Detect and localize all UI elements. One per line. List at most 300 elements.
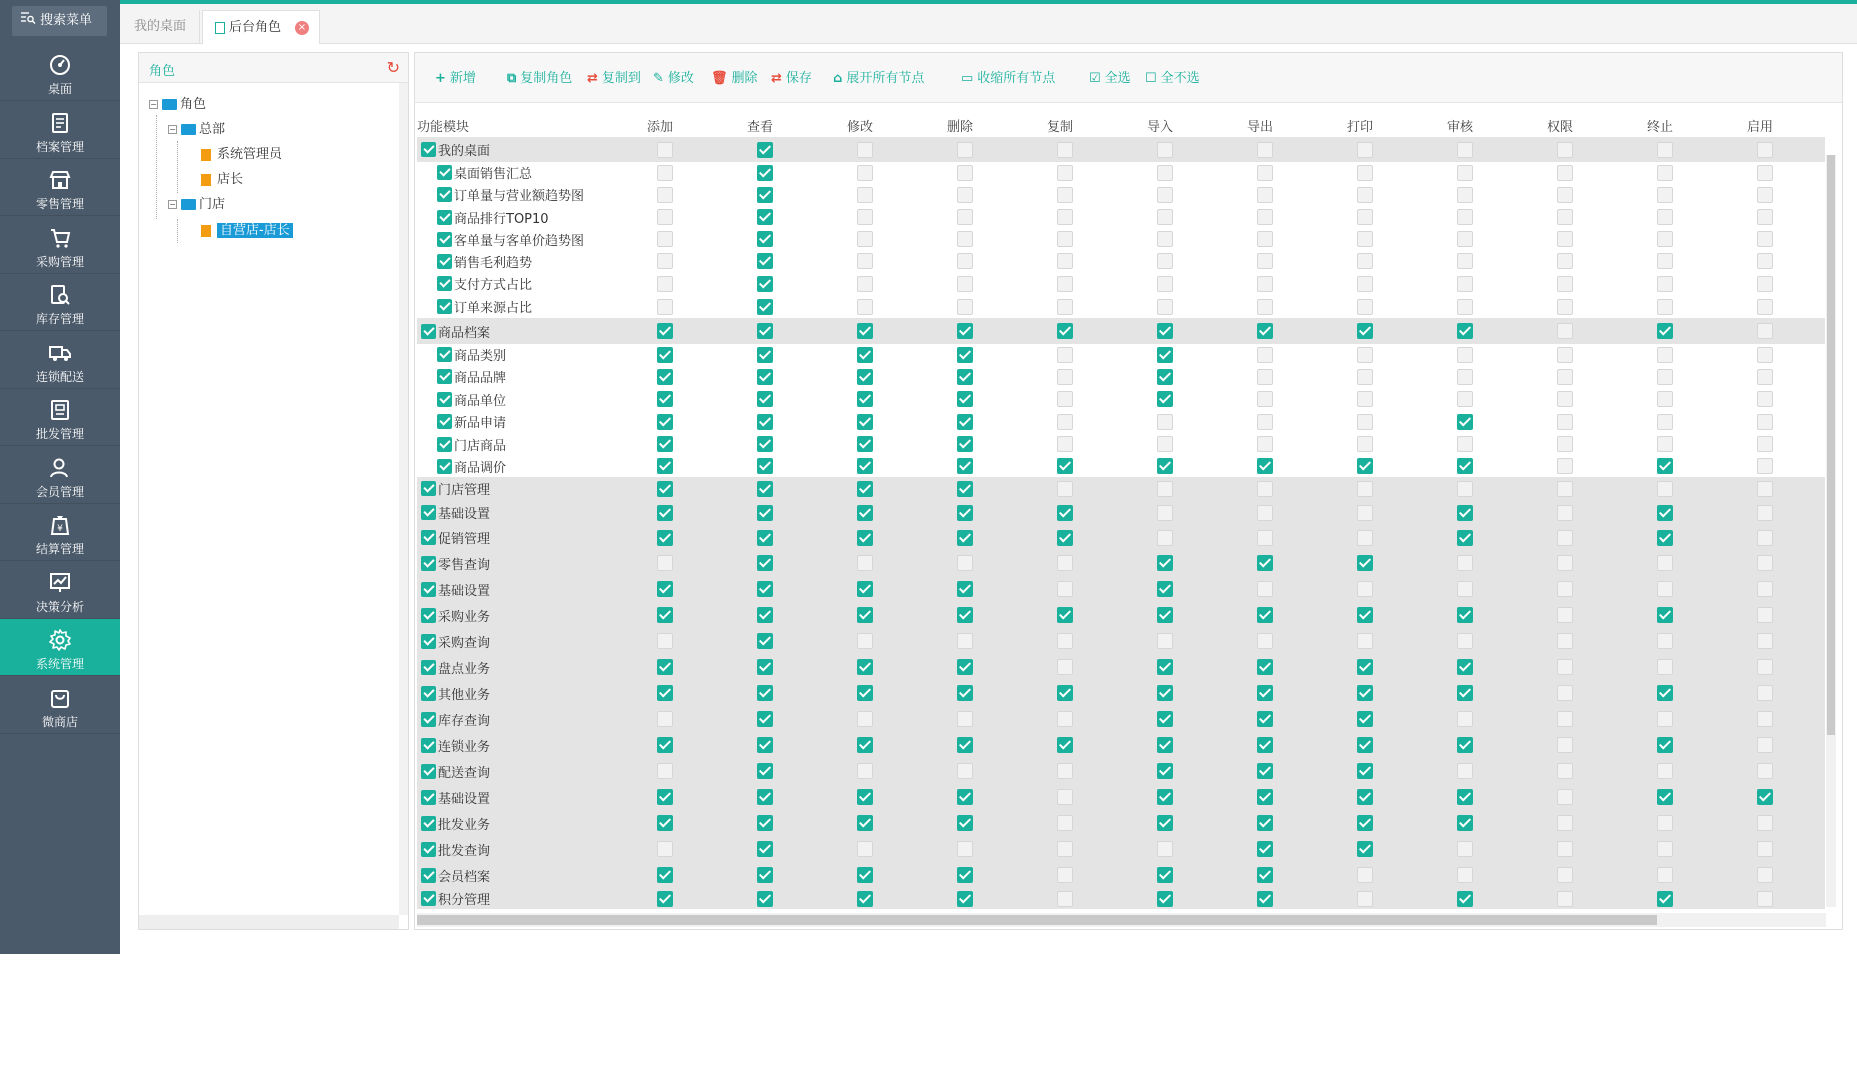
- row-label[interactable]: [421, 500, 490, 525]
- permission-checkbox[interactable]: [657, 505, 673, 521]
- permission-checkbox[interactable]: [757, 867, 773, 883]
- module-checkbox[interactable]: [421, 686, 436, 701]
- permission-checkbox[interactable]: [957, 481, 973, 497]
- permission-checkbox[interactable]: [1657, 436, 1673, 452]
- menu-search-button[interactable]: [12, 6, 107, 36]
- permission-checkbox[interactable]: [657, 867, 673, 883]
- permission-checkbox[interactable]: [1457, 165, 1473, 181]
- permission-checkbox[interactable]: [757, 505, 773, 521]
- permission-checkbox[interactable]: [857, 299, 873, 315]
- permission-checkbox[interactable]: [857, 505, 873, 521]
- permission-checkbox[interactable]: [657, 369, 673, 385]
- permission-checkbox[interactable]: [857, 607, 873, 623]
- permission-checkbox[interactable]: [1057, 299, 1073, 315]
- permission-checkbox[interactable]: [757, 789, 773, 805]
- permission-checkbox[interactable]: [1157, 253, 1173, 269]
- permission-checkbox[interactable]: [657, 815, 673, 831]
- permission-checkbox[interactable]: [1057, 414, 1073, 430]
- permission-checkbox[interactable]: [857, 867, 873, 883]
- permission-checkbox[interactable]: [1057, 505, 1073, 521]
- permission-checkbox[interactable]: [1357, 685, 1373, 701]
- permission-checkbox[interactable]: [1157, 323, 1173, 339]
- permission-checkbox[interactable]: [1457, 299, 1473, 315]
- permission-checkbox[interactable]: [1257, 458, 1273, 474]
- tree-node-sysadmin[interactable]: [201, 145, 282, 165]
- permission-checkbox[interactable]: [1557, 481, 1573, 497]
- permission-checkbox[interactable]: [1357, 276, 1373, 292]
- tree-node-stores[interactable]: [168, 195, 225, 215]
- permission-checkbox[interactable]: [1757, 659, 1773, 675]
- module-checkbox[interactable]: [421, 868, 436, 883]
- tab-backend-role[interactable]: [202, 10, 320, 44]
- tree-horizontal-scrollbar[interactable]: [139, 915, 399, 929]
- permission-checkbox[interactable]: [1657, 391, 1673, 407]
- permission-checkbox[interactable]: [1257, 323, 1273, 339]
- permission-checkbox[interactable]: [1357, 607, 1373, 623]
- permission-checkbox[interactable]: [1257, 841, 1273, 857]
- row-label[interactable]: [437, 344, 506, 365]
- permission-checkbox[interactable]: [857, 633, 873, 649]
- permission-checkbox[interactable]: [1557, 347, 1573, 363]
- permission-checkbox[interactable]: [657, 231, 673, 247]
- permission-checkbox[interactable]: [1057, 231, 1073, 247]
- permission-checkbox[interactable]: [1257, 391, 1273, 407]
- module-checkbox[interactable]: [421, 660, 436, 675]
- permission-checkbox[interactable]: [1157, 789, 1173, 805]
- permission-checkbox[interactable]: [757, 142, 773, 158]
- toolbar-button-3[interactable]: [653, 70, 694, 88]
- grid-horizontal-scrollbar[interactable]: [417, 913, 1826, 927]
- permission-checkbox[interactable]: [1757, 253, 1773, 269]
- row-label[interactable]: [421, 550, 490, 576]
- permission-checkbox[interactable]: [1157, 711, 1173, 727]
- permission-checkbox[interactable]: [957, 299, 973, 315]
- permission-checkbox[interactable]: [1657, 253, 1673, 269]
- sidebar-item-cart[interactable]: [0, 217, 120, 274]
- permission-checkbox[interactable]: [1057, 659, 1073, 675]
- permission-checkbox[interactable]: [957, 607, 973, 623]
- permission-checkbox[interactable]: [957, 581, 973, 597]
- tree-node-store-manager[interactable]: [201, 170, 243, 190]
- permission-checkbox[interactable]: [1257, 633, 1273, 649]
- permission-checkbox[interactable]: [657, 142, 673, 158]
- row-label[interactable]: [421, 862, 490, 888]
- permission-checkbox[interactable]: [1157, 299, 1173, 315]
- toolbar-button-5[interactable]: [771, 70, 812, 88]
- permission-checkbox[interactable]: [757, 187, 773, 203]
- permission-checkbox[interactable]: [1057, 737, 1073, 753]
- permission-checkbox[interactable]: [657, 187, 673, 203]
- module-checkbox[interactable]: [437, 187, 452, 202]
- permission-checkbox[interactable]: [1457, 369, 1473, 385]
- permission-checkbox[interactable]: [657, 789, 673, 805]
- permission-checkbox[interactable]: [1157, 815, 1173, 831]
- scroll-thumb[interactable]: [1827, 155, 1835, 735]
- permission-checkbox[interactable]: [1057, 530, 1073, 546]
- permission-checkbox[interactable]: [1157, 276, 1173, 292]
- permission-checkbox[interactable]: [1657, 659, 1673, 675]
- permission-checkbox[interactable]: [1257, 299, 1273, 315]
- permission-checkbox[interactable]: [1657, 530, 1673, 546]
- permission-checkbox[interactable]: [1757, 763, 1773, 779]
- permission-checkbox[interactable]: [1557, 711, 1573, 727]
- tree-node-root[interactable]: [149, 95, 206, 115]
- permission-checkbox[interactable]: [957, 789, 973, 805]
- permission-checkbox[interactable]: [957, 276, 973, 292]
- toolbar-button-6[interactable]: [833, 70, 924, 88]
- module-checkbox[interactable]: [421, 764, 436, 779]
- permission-checkbox[interactable]: [1357, 323, 1373, 339]
- row-label[interactable]: [437, 183, 584, 206]
- row-label[interactable]: [421, 576, 490, 602]
- permission-checkbox[interactable]: [757, 633, 773, 649]
- refresh-icon[interactable]: ↻: [386, 58, 400, 77]
- permission-checkbox[interactable]: [1057, 458, 1073, 474]
- permission-checkbox[interactable]: [1757, 276, 1773, 292]
- permission-checkbox[interactable]: [1457, 555, 1473, 571]
- permission-checkbox[interactable]: [1757, 347, 1773, 363]
- permission-checkbox[interactable]: [757, 581, 773, 597]
- permission-checkbox[interactable]: [1457, 607, 1473, 623]
- permission-checkbox[interactable]: [1657, 633, 1673, 649]
- permission-checkbox[interactable]: [1457, 867, 1473, 883]
- permission-checkbox[interactable]: [1257, 481, 1273, 497]
- permission-checkbox[interactable]: [657, 841, 673, 857]
- permission-checkbox[interactable]: [1657, 815, 1673, 831]
- row-label[interactable]: [437, 365, 506, 388]
- permission-checkbox[interactable]: [1657, 142, 1673, 158]
- permission-checkbox[interactable]: [957, 391, 973, 407]
- module-checkbox[interactable]: [421, 891, 436, 906]
- permission-checkbox[interactable]: [1757, 414, 1773, 430]
- row-label[interactable]: [421, 836, 490, 862]
- permission-checkbox[interactable]: [857, 763, 873, 779]
- permission-checkbox[interactable]: [957, 763, 973, 779]
- permission-checkbox[interactable]: [1557, 458, 1573, 474]
- permission-checkbox[interactable]: [1757, 209, 1773, 225]
- permission-checkbox[interactable]: [1757, 607, 1773, 623]
- row-label[interactable]: [421, 628, 490, 654]
- permission-checkbox[interactable]: [757, 815, 773, 831]
- permission-checkbox[interactable]: [657, 209, 673, 225]
- permission-checkbox[interactable]: [1457, 391, 1473, 407]
- permission-checkbox[interactable]: [957, 685, 973, 701]
- permission-checkbox[interactable]: [1357, 530, 1373, 546]
- row-label[interactable]: [437, 250, 532, 272]
- permission-checkbox[interactable]: [1057, 867, 1073, 883]
- permission-checkbox[interactable]: [757, 231, 773, 247]
- permission-checkbox[interactable]: [1257, 209, 1273, 225]
- permission-checkbox[interactable]: [1757, 299, 1773, 315]
- permission-checkbox[interactable]: [757, 530, 773, 546]
- permission-checkbox[interactable]: [1057, 276, 1073, 292]
- permission-checkbox[interactable]: [1257, 659, 1273, 675]
- permission-checkbox[interactable]: [857, 369, 873, 385]
- permission-checkbox[interactable]: [1757, 581, 1773, 597]
- toolbar-button-0[interactable]: [435, 70, 476, 88]
- permission-checkbox[interactable]: [1557, 369, 1573, 385]
- permission-checkbox[interactable]: [1157, 209, 1173, 225]
- permission-checkbox[interactable]: [1657, 209, 1673, 225]
- permission-checkbox[interactable]: [1057, 685, 1073, 701]
- permission-checkbox[interactable]: [1057, 347, 1073, 363]
- row-label[interactable]: [437, 410, 506, 433]
- permission-checkbox[interactable]: [1157, 231, 1173, 247]
- toolbar-button-1[interactable]: [507, 70, 572, 88]
- permission-checkbox[interactable]: [1057, 253, 1073, 269]
- permission-checkbox[interactable]: [1457, 530, 1473, 546]
- permission-checkbox[interactable]: [757, 391, 773, 407]
- permission-checkbox[interactable]: [857, 659, 873, 675]
- permission-checkbox[interactable]: [1257, 231, 1273, 247]
- permission-checkbox[interactable]: [1057, 841, 1073, 857]
- permission-checkbox[interactable]: [1457, 347, 1473, 363]
- permission-checkbox[interactable]: [1357, 231, 1373, 247]
- permission-checkbox[interactable]: [1057, 369, 1073, 385]
- permission-checkbox[interactable]: [1057, 711, 1073, 727]
- permission-checkbox[interactable]: [1757, 685, 1773, 701]
- permission-checkbox[interactable]: [1457, 685, 1473, 701]
- permission-checkbox[interactable]: [1357, 867, 1373, 883]
- permission-checkbox[interactable]: [1657, 867, 1673, 883]
- permission-checkbox[interactable]: [657, 530, 673, 546]
- permission-checkbox[interactable]: [657, 391, 673, 407]
- permission-checkbox[interactable]: [1357, 347, 1373, 363]
- permission-checkbox[interactable]: [1557, 276, 1573, 292]
- permission-checkbox[interactable]: [1757, 187, 1773, 203]
- permission-checkbox[interactable]: [1457, 187, 1473, 203]
- permission-checkbox[interactable]: [1357, 187, 1373, 203]
- permission-checkbox[interactable]: [957, 209, 973, 225]
- row-label[interactable]: [421, 654, 490, 680]
- permission-checkbox[interactable]: [1257, 436, 1273, 452]
- collapse-icon[interactable]: −: [150, 100, 157, 109]
- module-checkbox[interactable]: [421, 324, 436, 339]
- module-checkbox[interactable]: [421, 582, 436, 597]
- permission-checkbox[interactable]: [657, 481, 673, 497]
- permission-checkbox[interactable]: [1057, 209, 1073, 225]
- permission-checkbox[interactable]: [1157, 633, 1173, 649]
- permission-checkbox[interactable]: [1257, 763, 1273, 779]
- permission-checkbox[interactable]: [1357, 737, 1373, 753]
- permission-checkbox[interactable]: [1257, 253, 1273, 269]
- permission-checkbox[interactable]: [657, 607, 673, 623]
- permission-checkbox[interactable]: [1057, 581, 1073, 597]
- permission-checkbox[interactable]: [957, 555, 973, 571]
- permission-checkbox[interactable]: [1557, 763, 1573, 779]
- close-icon[interactable]: ×: [295, 21, 309, 35]
- permission-checkbox[interactable]: [657, 581, 673, 597]
- permission-checkbox[interactable]: [1657, 414, 1673, 430]
- permission-checkbox[interactable]: [957, 187, 973, 203]
- permission-checkbox[interactable]: [957, 231, 973, 247]
- permission-checkbox[interactable]: [1257, 347, 1273, 363]
- permission-checkbox[interactable]: [1157, 841, 1173, 857]
- permission-checkbox[interactable]: [1457, 209, 1473, 225]
- permission-checkbox[interactable]: [1057, 555, 1073, 571]
- permission-checkbox[interactable]: [957, 530, 973, 546]
- permission-checkbox[interactable]: [1357, 789, 1373, 805]
- permission-checkbox[interactable]: [1457, 414, 1473, 430]
- permission-checkbox[interactable]: [1657, 481, 1673, 497]
- permission-checkbox[interactable]: [957, 737, 973, 753]
- permission-checkbox[interactable]: [757, 607, 773, 623]
- permission-checkbox[interactable]: [1057, 763, 1073, 779]
- permission-checkbox[interactable]: [1457, 481, 1473, 497]
- permission-checkbox[interactable]: [757, 165, 773, 181]
- permission-checkbox[interactable]: [657, 555, 673, 571]
- sidebar-item-shop-bag[interactable]: [0, 677, 120, 734]
- permission-checkbox[interactable]: [1157, 391, 1173, 407]
- module-checkbox[interactable]: [421, 142, 436, 157]
- permission-checkbox[interactable]: [657, 323, 673, 339]
- permission-checkbox[interactable]: [757, 299, 773, 315]
- permission-checkbox[interactable]: [1557, 505, 1573, 521]
- row-label[interactable]: [421, 477, 490, 500]
- permission-checkbox[interactable]: [957, 347, 973, 363]
- permission-checkbox[interactable]: [1557, 685, 1573, 701]
- module-checkbox[interactable]: [421, 816, 436, 831]
- permission-checkbox[interactable]: [757, 414, 773, 430]
- permission-checkbox[interactable]: [657, 165, 673, 181]
- permission-checkbox[interactable]: [757, 458, 773, 474]
- collapse-icon[interactable]: −: [169, 200, 176, 209]
- module-checkbox[interactable]: [421, 634, 436, 649]
- permission-checkbox[interactable]: [657, 347, 673, 363]
- permission-checkbox[interactable]: [1557, 299, 1573, 315]
- permission-checkbox[interactable]: [957, 458, 973, 474]
- permission-checkbox[interactable]: [1657, 841, 1673, 857]
- permission-checkbox[interactable]: [857, 231, 873, 247]
- permission-checkbox[interactable]: [1357, 391, 1373, 407]
- permission-checkbox[interactable]: [857, 436, 873, 452]
- tree-node-headquarters[interactable]: [168, 120, 225, 140]
- permission-checkbox[interactable]: [1457, 737, 1473, 753]
- permission-checkbox[interactable]: [957, 253, 973, 269]
- permission-checkbox[interactable]: [1457, 841, 1473, 857]
- toolbar-button-9[interactable]: [1145, 70, 1200, 88]
- permission-checkbox[interactable]: [757, 841, 773, 857]
- permission-checkbox[interactable]: [1457, 659, 1473, 675]
- permission-checkbox[interactable]: [1257, 187, 1273, 203]
- collapse-icon[interactable]: −: [169, 125, 176, 134]
- permission-checkbox[interactable]: [957, 369, 973, 385]
- permission-checkbox[interactable]: [1157, 187, 1173, 203]
- permission-checkbox[interactable]: [1657, 581, 1673, 597]
- permission-checkbox[interactable]: [857, 530, 873, 546]
- permission-checkbox[interactable]: [857, 789, 873, 805]
- permission-checkbox[interactable]: [1557, 209, 1573, 225]
- permission-checkbox[interactable]: [957, 142, 973, 158]
- permission-checkbox[interactable]: [757, 276, 773, 292]
- permission-checkbox[interactable]: [1657, 165, 1673, 181]
- permission-checkbox[interactable]: [957, 867, 973, 883]
- row-label[interactable]: [437, 206, 549, 228]
- permission-checkbox[interactable]: [857, 815, 873, 831]
- row-label[interactable]: [437, 295, 532, 318]
- permission-checkbox[interactable]: [1457, 581, 1473, 597]
- permission-checkbox[interactable]: [1757, 891, 1773, 907]
- permission-checkbox[interactable]: [1657, 789, 1673, 805]
- permission-checkbox[interactable]: [1157, 737, 1173, 753]
- permission-checkbox[interactable]: [1457, 633, 1473, 649]
- module-checkbox[interactable]: [421, 738, 436, 753]
- row-label[interactable]: [421, 318, 490, 344]
- permission-checkbox[interactable]: [1257, 737, 1273, 753]
- permission-checkbox[interactable]: [1357, 505, 1373, 521]
- permission-checkbox[interactable]: [657, 436, 673, 452]
- permission-checkbox[interactable]: [657, 659, 673, 675]
- permission-checkbox[interactable]: [1757, 841, 1773, 857]
- permission-checkbox[interactable]: [1657, 276, 1673, 292]
- permission-checkbox[interactable]: [1457, 505, 1473, 521]
- permission-checkbox[interactable]: [1257, 505, 1273, 521]
- row-label[interactable]: [421, 784, 490, 810]
- permission-checkbox[interactable]: [1057, 391, 1073, 407]
- permission-checkbox[interactable]: [857, 142, 873, 158]
- permission-checkbox[interactable]: [657, 299, 673, 315]
- permission-checkbox[interactable]: [1057, 633, 1073, 649]
- permission-checkbox[interactable]: [857, 391, 873, 407]
- permission-checkbox[interactable]: [757, 711, 773, 727]
- row-label[interactable]: [437, 228, 584, 250]
- row-label[interactable]: [421, 706, 490, 732]
- permission-checkbox[interactable]: [1757, 789, 1773, 805]
- permission-checkbox[interactable]: [857, 737, 873, 753]
- permission-checkbox[interactable]: [1157, 142, 1173, 158]
- permission-checkbox[interactable]: [957, 891, 973, 907]
- permission-checkbox[interactable]: [1157, 555, 1173, 571]
- permission-checkbox[interactable]: [857, 253, 873, 269]
- permission-checkbox[interactable]: [857, 711, 873, 727]
- permission-checkbox[interactable]: [657, 458, 673, 474]
- permission-checkbox[interactable]: [657, 685, 673, 701]
- permission-checkbox[interactable]: [1757, 737, 1773, 753]
- permission-checkbox[interactable]: [857, 276, 873, 292]
- permission-checkbox[interactable]: [1357, 369, 1373, 385]
- module-checkbox[interactable]: [421, 712, 436, 727]
- permission-checkbox[interactable]: [1557, 142, 1573, 158]
- permission-checkbox[interactable]: [1557, 867, 1573, 883]
- module-checkbox[interactable]: [437, 165, 452, 180]
- sidebar-item-member[interactable]: [0, 447, 120, 504]
- permission-checkbox[interactable]: [757, 737, 773, 753]
- permission-checkbox[interactable]: [1457, 323, 1473, 339]
- permission-checkbox[interactable]: [1757, 458, 1773, 474]
- permission-checkbox[interactable]: [1557, 414, 1573, 430]
- permission-checkbox[interactable]: [1357, 142, 1373, 158]
- permission-checkbox[interactable]: [1357, 891, 1373, 907]
- permission-checkbox[interactable]: [757, 369, 773, 385]
- module-checkbox[interactable]: [437, 276, 452, 291]
- permission-checkbox[interactable]: [1557, 581, 1573, 597]
- permission-checkbox[interactable]: [1657, 505, 1673, 521]
- module-checkbox[interactable]: [421, 608, 436, 623]
- row-label[interactable]: [437, 455, 506, 477]
- permission-checkbox[interactable]: [957, 815, 973, 831]
- permission-checkbox[interactable]: [1457, 231, 1473, 247]
- row-label[interactable]: [437, 272, 532, 295]
- permission-checkbox[interactable]: [1557, 530, 1573, 546]
- permission-checkbox[interactable]: [1557, 659, 1573, 675]
- permission-checkbox[interactable]: [657, 253, 673, 269]
- permission-checkbox[interactable]: [1757, 815, 1773, 831]
- permission-checkbox[interactable]: [1557, 231, 1573, 247]
- permission-checkbox[interactable]: [1357, 763, 1373, 779]
- permission-checkbox[interactable]: [1257, 711, 1273, 727]
- permission-checkbox[interactable]: [1157, 458, 1173, 474]
- row-label[interactable]: [421, 758, 490, 784]
